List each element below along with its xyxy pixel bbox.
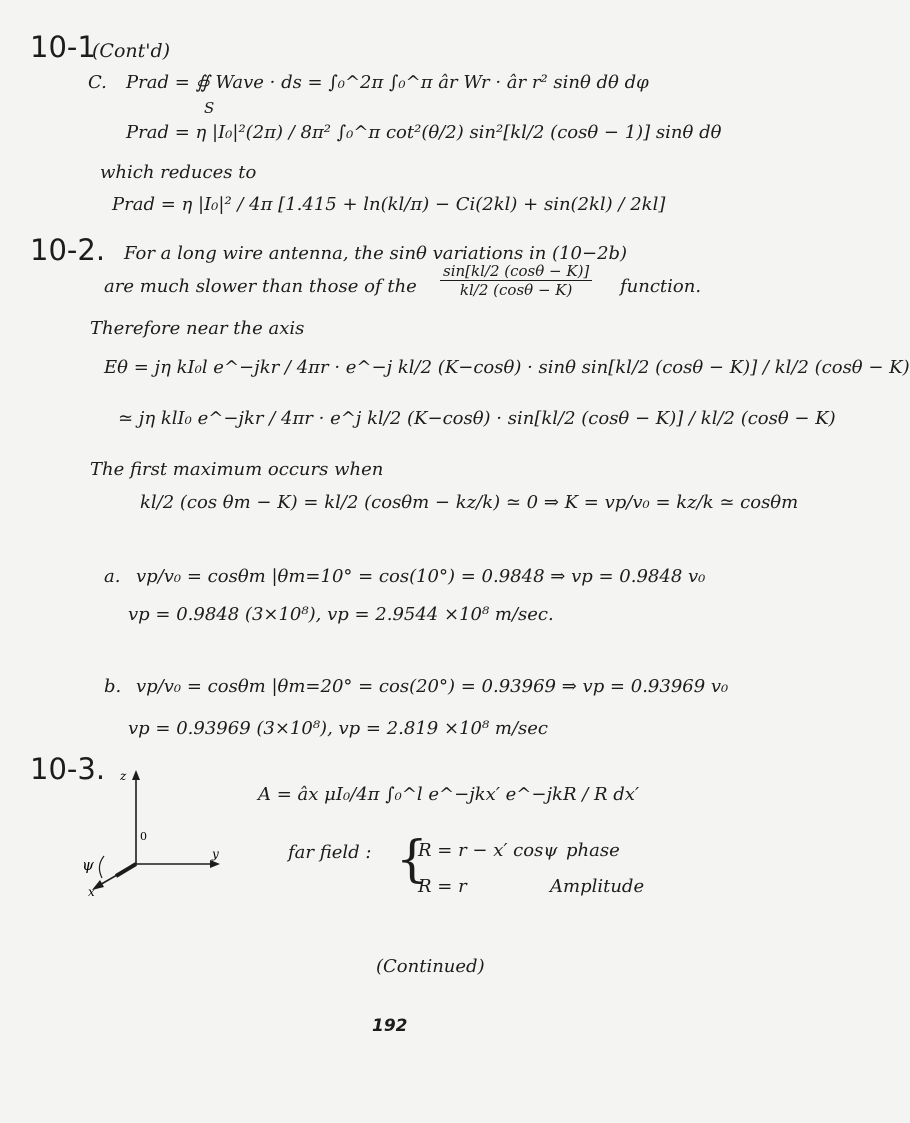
sinc-denominator: kl/2 (cosθ − K) [459,281,573,299]
first-max-condition: kl/2 (cos θm − K) = kl/2 (cosθm − kz/k) ≃ 0 ⇒ K = vp/v₀ = kz/k ≃ cosθm [140,492,799,513]
z-axis-arrowhead [132,770,140,780]
prad-surface-integral: Prad = ∯ Wave · ds = ∫₀^2π ∫₀^π âr Wr · âr r² sinθ dθ dφ [126,72,649,93]
prad-theta-integral: Prad = η |I₀|²(2π) / 8π² ∫₀^π cot²(θ/2) sin²[kl/2 (cosθ − 1)] sinθ dθ [126,122,722,143]
e-theta-equation: Eθ = jη kI₀l e^−jkr / 4πr · e^−j kl/2 (K−cosθ) · sinθ sin[kl/2 (cosθ − K)] / kl/2 (cosθ − K) [104,357,910,378]
long-wire-text-line2a: are much slower than those of the [104,276,417,297]
part-a-line2: vp = 0.9848 (3×10⁸), vp = 2.9544 ×10⁸ m/sec. [128,604,554,625]
amplitude-note: Amplitude [550,876,645,897]
long-wire-text-line1: For a long wire antenna, the sinθ variations in (10−2b) [124,243,628,264]
section-number-10-1: 10-1 [30,30,96,64]
coordinate-axes-sketch [76,760,236,900]
therefore-text: Therefore near the axis [90,318,305,339]
y-axis-label: y [212,847,219,861]
e-theta-approx: ≃ jη klI₀ e^−jkr / 4πr · e^j kl/2 (K−cosθ) · sin[kl/2 (cosθ − K)] / kl/2 (cosθ − K) [118,408,836,429]
part-b-line1: vp/v₀ = cosθm |θm=20° = cos(20°) = 0.93969 ⇒ vp = 0.93969 v₀ [136,676,729,697]
far-field-label: far field : [288,842,372,863]
prad-closed-form: Prad = η |I₀|² / 4π [1.415 + ln(kl/π) − Ci(2kl) + sin(2kl) / 2kl] [112,194,666,215]
origin-label: 0 [140,830,147,843]
section-10-1-suffix: (Cont'd) [92,40,171,62]
wire-segment [116,864,136,876]
phase-approximation: R = r − x′ cosψ [418,840,558,861]
vector-potential-equation: A = âx μI₀/4π ∫₀^l e^−jkx′ e^−jkR / R dx′ [258,784,640,805]
far-field-brace: { [396,830,428,888]
part-b-line2: vp = 0.93969 (3×10⁸), vp = 2.819 ×10⁸ m/sec [128,718,549,739]
amplitude-approximation: R = r [418,876,467,897]
psi-angle-label: ψ [82,856,94,874]
phase-note: phase [566,840,620,861]
section-number-10-3: 10-3. [30,752,106,786]
part-b-label: b. [104,676,122,697]
part-c-label: C. [88,72,107,93]
psi-angle-arc [99,856,104,878]
surface-label: S [204,99,215,117]
part-a-line1: vp/v₀ = cosθm |θm=10° = cos(10°) = 0.9848 ⇒ vp = 0.9848 v₀ [136,566,706,587]
sinc-function-fraction [440,262,592,299]
reduces-text: which reduces to [100,162,257,183]
section-number-10-2: 10-2. [30,233,106,267]
page-number: 192 [372,1016,408,1036]
z-axis-label: z [120,769,127,783]
y-axis-arrowhead [210,860,220,868]
x-axis-label: x [88,885,95,899]
part-a-label: a. [104,566,121,587]
continued-label: (Continued) [376,956,485,977]
sinc-numerator: sin[kl/2 (cosθ − K)] [440,262,592,281]
first-max-text: The first maximum occurs when [90,459,384,480]
long-wire-text-line2b: function. [620,276,702,297]
